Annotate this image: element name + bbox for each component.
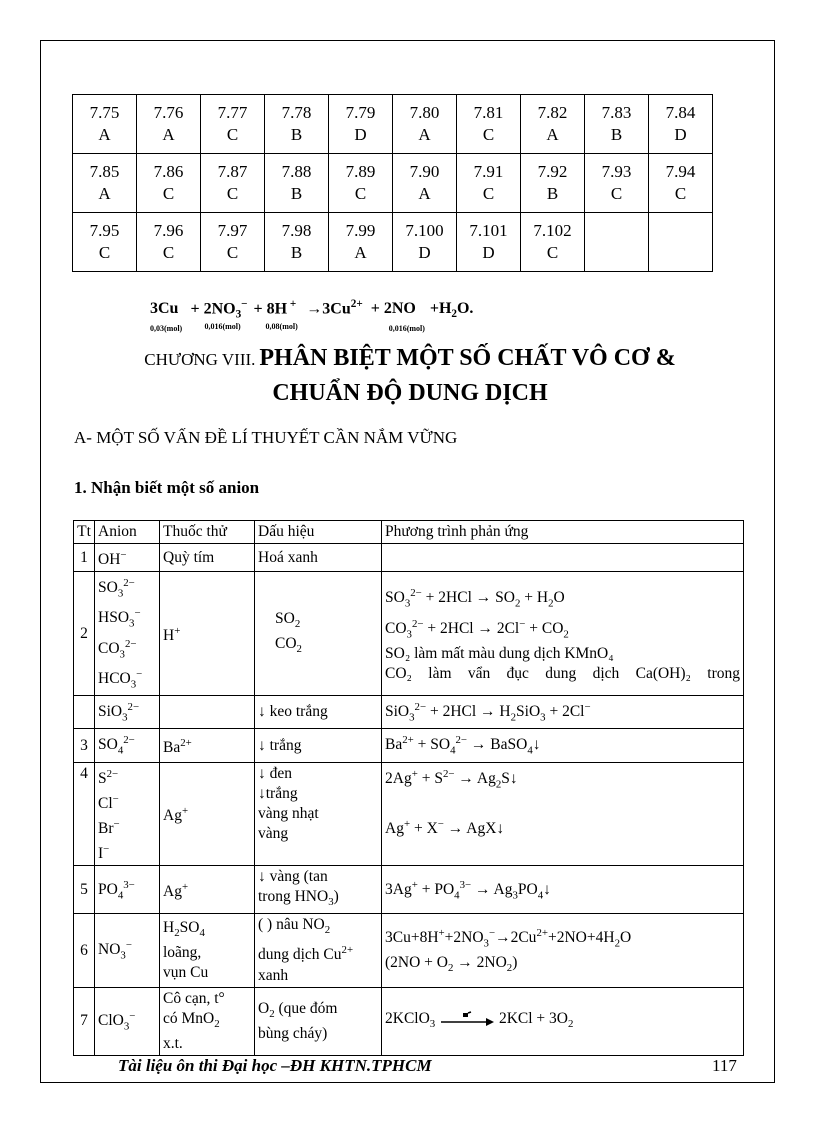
answer-cell: 7.80 A (393, 95, 457, 154)
answer-cell: 7.81 C (457, 95, 521, 154)
footer-source: Tài liệu ôn thi Đại học –ĐH KHTN.TPHCM (118, 1056, 432, 1075)
answer-cell: 7.93 C (585, 154, 649, 213)
table-row: 3 $SO_4^{2-}$ $Ba^{2+}$ ↓ trắng $Ba^{2+} + SO_4^{2-}$ → BaSO$_4$↓ (74, 729, 744, 762)
answer-cell: 7.77 C (201, 95, 265, 154)
answer-cell: 7.88 B (265, 154, 329, 213)
eq-h2o: $+H_2O$. (429, 300, 474, 321)
answer-cell: 7.96 C (137, 213, 201, 272)
table-row: 2 $SO_3^{2-}$ $HSO_3^-$ $CO_3^{2-}$ $HCO_3^-$ H+ $SO_2$ $CO_2$ $SO_3^{2-} + 2HCl \to SO_2 + H_2O$ $CO_3^{2-} + 2HCl \to 2Cl^- + CO_2$ SO₂ làm mất màu dung dịch KMnO₄ CO₂ làm vẩn đục dung dịch Ca(OH)₂ trong (74, 572, 744, 696)
answer-row (73, 154, 713, 213)
eq-cu2: $\to 3Cu^{2+}$ (306, 298, 363, 318)
answer-cell: 7.89 C (329, 154, 393, 213)
answer-row (73, 95, 713, 154)
answer-cell: 7.83 B (585, 95, 649, 154)
answer-cell: 7.95 C (73, 213, 137, 272)
redox-equation (150, 298, 474, 334)
answer-cell: 7.76 A (137, 95, 201, 154)
anion-table (73, 520, 744, 1056)
table-row: 7 ClO$_3$− Cô cạn, t° có MnO$_2$ x.t. $O_2$ (que đóm bùng cháy) 2KClO$_3$ $2KCl + 3O_2$ (74, 987, 744, 1055)
table-row: SiO$_3^{2-}$ ↓ keo trắng $SiO_3^{2-} + 2HCl \to H_2SiO_3 + 2Cl^-$ (74, 696, 744, 729)
chapter-title: CHƯƠNG VIII. PHÂN BIỆT MỘT SỐ CHẤT VÔ CƠ & CHUẨN ĐỘ DUNG DỊCH (144, 345, 676, 406)
table-row: 1 OH− Quỳ tím Hoá xanh (74, 544, 744, 572)
page-number: 117 (712, 1056, 737, 1075)
answer-cell: 7.99 A (329, 213, 393, 272)
answer-cell: 7.75 A (73, 95, 137, 154)
table-row: 5 $PO_4^{3-}$ Ag+ ↓ vàng (tan trong $HNO_3$) $3Ag^+ + PO_4^{3-}$ → $Ag_3PO_4↓$ (74, 866, 744, 914)
answer-cell: 7.91 C (457, 154, 521, 213)
eq-no3: + $2NO_3^-$ 0,016(mol) (190, 298, 248, 331)
eq-no: + 2NO 0,016(mol) (370, 300, 425, 334)
answer-cell: 7.86 C (137, 154, 201, 213)
subsection-heading: 1. Nhận biết một số anion (74, 478, 260, 497)
heat-arrow-icon (439, 1011, 495, 1027)
table-header-row: Tt Anion Thuốc thử Dấu hiệu Phương trình phản ứng (74, 521, 744, 544)
answer-cell: 7.79 D (329, 95, 393, 154)
answer-cell: 7.102 C (521, 213, 585, 272)
answer-cell: 7.101 D (457, 213, 521, 272)
answer-cell: 7.100 D (393, 213, 457, 272)
table-row: 4 $S^{2-}$ Cl− Br− I− Ag+ ↓ đen ↓trắng vàng nhạt vàng $2Ag^+ + S^{2-}$ → $Ag_2S↓$ Ag+ + X− → AgX↓ (74, 762, 744, 866)
answer-cell: 7.98 B (265, 213, 329, 272)
answer-table (72, 94, 713, 272)
answer-cell (649, 213, 713, 272)
answer-cell: 7.97 C (201, 213, 265, 272)
eq-cu: 3Cu 0,03(mol) (150, 300, 183, 334)
answer-cell: 7.85 A (73, 154, 137, 213)
eq-h: + 8H + 0,08(mol) (253, 298, 298, 331)
section-heading-a: A- MỘT SỐ VẤN ĐỀ LÍ THUYẾT CẦN NẮM VỮNG (74, 428, 458, 447)
answer-cell: 7.90 A (393, 154, 457, 213)
answer-cell: 7.94 C (649, 154, 713, 213)
answer-row (73, 213, 713, 272)
answer-cell: 7.92 B (521, 154, 585, 213)
answer-cell: 7.78 B (265, 95, 329, 154)
answer-cell: 7.84 D (649, 95, 713, 154)
answer-cell: 7.82 A (521, 95, 585, 154)
answer-cell (585, 213, 649, 272)
answer-cell: 7.87 C (201, 154, 265, 213)
table-row: 6 $NO_3^-$ $H_2SO_4$ loãng, vụn Cu ( ) nâu $NO_2$ dung dịch $Cu^{2+}$ xanh $3Cu+8H^++2NO_3^-\to 2Cu^{2+}+2NO+4H_2O$ $(2NO + O_2 \to 2NO_2)$ (74, 914, 744, 987)
